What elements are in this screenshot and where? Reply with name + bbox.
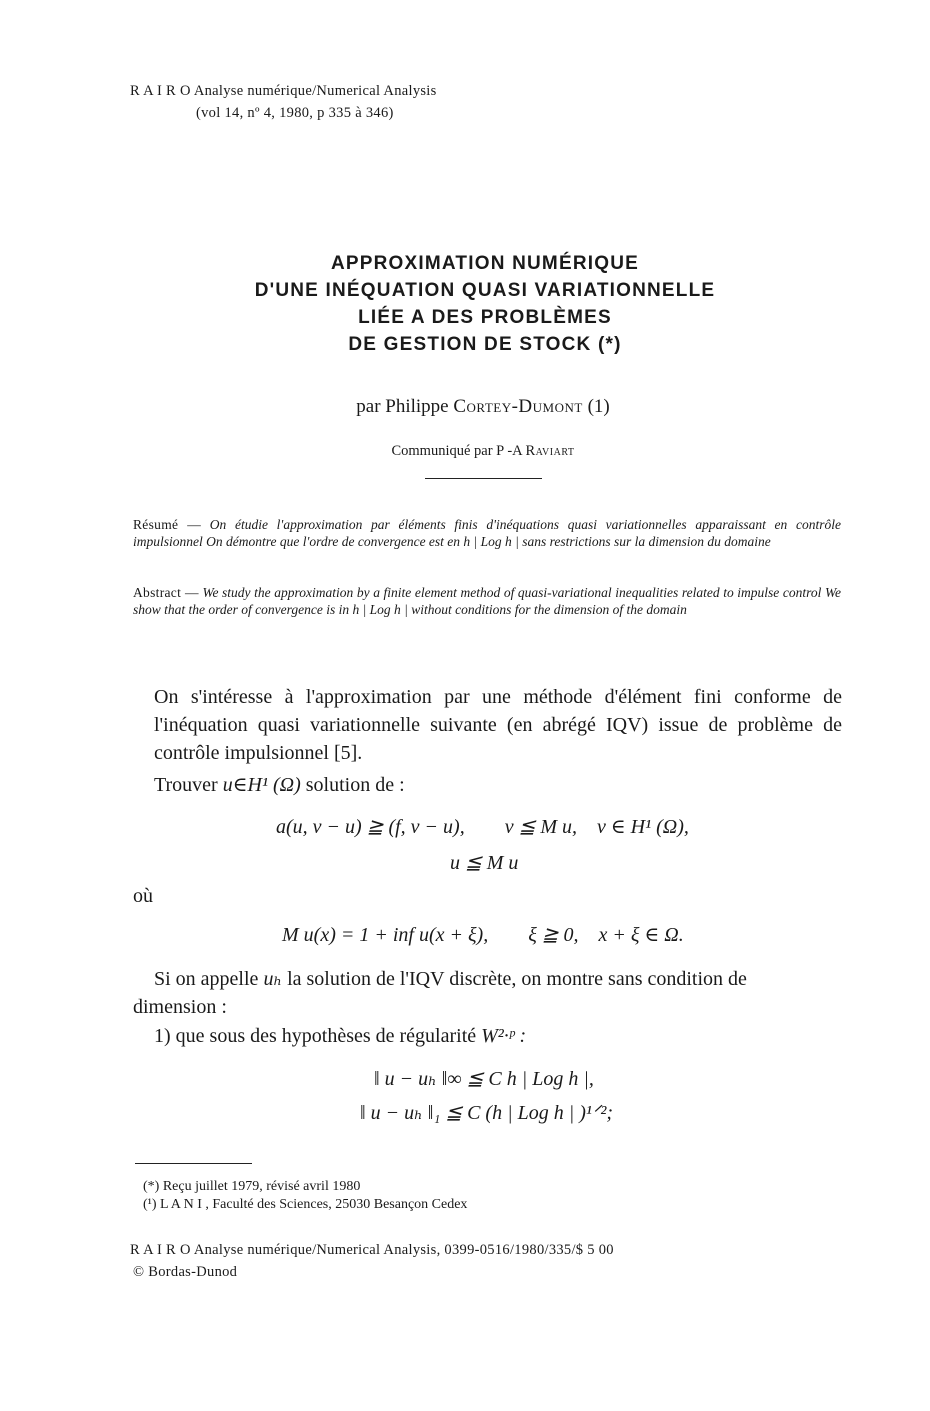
- footer-line1: R A I R O Analyse numérique/Numerical Analysis, 0399-0516/1980/335/$ 5 00: [130, 1242, 614, 1258]
- abstract-lead: Abstract —: [133, 585, 199, 600]
- abstract-text: We study the approximation by a finite element method of quasi-variational inequalities related to impulse control We show that the order of convergence is in h | Log h | without conditions for the dimension of the domain: [133, 585, 842, 617]
- si-line2: dimension :: [133, 996, 227, 1018]
- footnote-2: (¹) L A N I , Faculté des Sciences, 25030 Besançon Cedex: [143, 1197, 468, 1212]
- journal-header-line2: (vol 14, nº 4, 1980, p 335 à 346): [196, 105, 394, 121]
- resume-lead: Résumé —: [133, 517, 202, 532]
- title-line3: LIÉE A DES PROBLÈMES: [358, 307, 612, 328]
- author-footnote-mark: (1): [587, 396, 610, 417]
- equation-5: ‖ u − uₕ ‖₁ ≦ C (h | Log h | )¹ᐟ²;: [360, 1102, 613, 1124]
- word-ou: où: [133, 885, 153, 907]
- communicated-prefix: Communiqué par P -A: [391, 443, 526, 459]
- title-divider: [425, 478, 542, 479]
- journal-header: [130, 80, 437, 124]
- regularite-math: W²·ᵖ :: [481, 1025, 527, 1047]
- si-math: uₕ: [263, 968, 283, 990]
- footnote-1: (*) Reçu juillet 1979, révisé avril 1980: [143, 1179, 361, 1194]
- si-suffix: la solution de l'IQV discrète, on montre sans condition de: [282, 968, 747, 990]
- trouver-prefix: Trouver: [154, 774, 223, 796]
- paragraph-si-on-appelle: [133, 965, 842, 1021]
- trouver-suffix: solution de :: [300, 774, 405, 796]
- equation-2: u ≦ M u: [450, 852, 519, 874]
- title-line4: DE GESTION DE STOCK (*): [348, 334, 622, 355]
- footnote-divider: [135, 1163, 252, 1164]
- equation-4: ‖ u − uₕ ‖∞ ≦ C h | Log h |,: [374, 1068, 594, 1090]
- abstract-block: [133, 584, 841, 618]
- regularite-text: 1) que sous des hypothèses de régularité: [154, 1025, 482, 1047]
- author-line: [0, 396, 930, 418]
- resume-text: On étudie l'approximation par éléments finis d'inéquations quasi variationnelles apparaissant en contrôle impulsionnel On démontre que l'ordre de convergence est en h | Log h | sans restrictions sur la dimension du domaine: [133, 517, 841, 549]
- title-line1: APPROXIMATION NUMÉRIQUE: [330, 253, 640, 274]
- title-line2: D'UNE INÉQUATION QUASI VARIATIONNELLE: [254, 280, 716, 301]
- equation-3: M u(x) = 1 + inf u(x + ξ), ξ ≧ 0, x + ξ ∈ Ω.: [282, 924, 684, 946]
- paragraph-intro-text: On s'intéresse à l'approximation par une méthode d'élément fini conforme de l'inéquation quasi variationnelle suivante (en abrégé IQV) issue de problème de contrôle impulsionnel [5].: [154, 686, 842, 764]
- si-prefix: Si on appelle: [154, 968, 264, 990]
- communicated-name: Raviart: [525, 443, 575, 459]
- paragraph-trouver: [154, 771, 405, 799]
- footer-line2: © Bordas-Dunod: [133, 1264, 238, 1280]
- equation-1: a(u, v − u) ≧ (f, v − u), v ≦ M u, v ∈ H¹ (Ω),: [276, 816, 689, 838]
- trouver-math: u∈H¹ (Ω): [222, 774, 301, 796]
- author-name: Cortey-Dumont: [453, 396, 583, 417]
- paragraph-intro: [154, 683, 842, 767]
- paper-title: [0, 250, 930, 358]
- paragraph-regularite: [154, 1022, 526, 1050]
- communicated-by: [0, 443, 930, 460]
- journal-header-line1: R A I R O Analyse numérique/Numerical Analysis: [130, 83, 437, 99]
- author-prefix: par Philippe: [356, 396, 454, 417]
- resume-block: [133, 516, 841, 550]
